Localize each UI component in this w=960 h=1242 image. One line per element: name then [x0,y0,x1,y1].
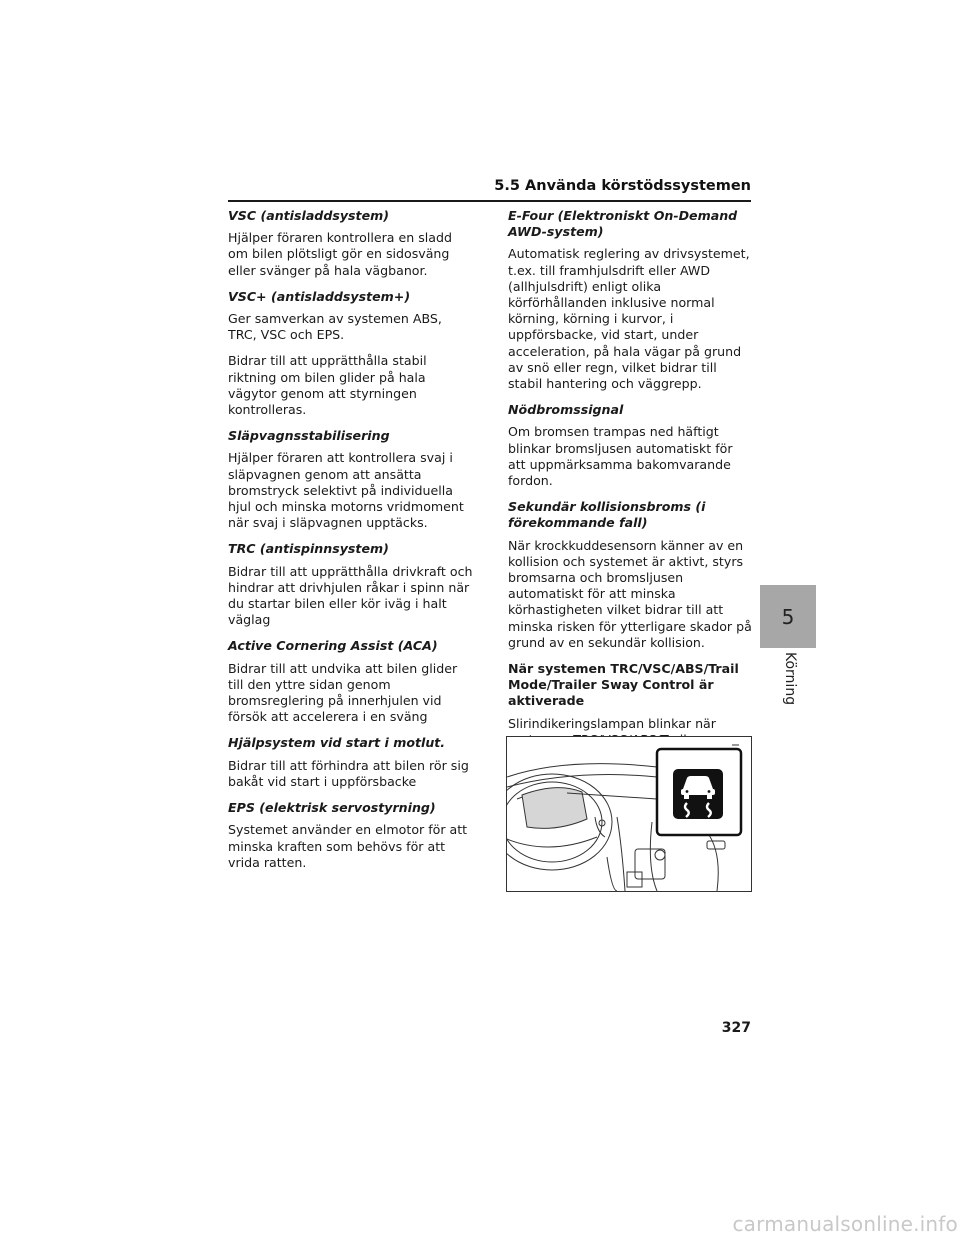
dashboard-drawing [507,737,751,891]
section-paragraph: Bidrar till att upprätthålla drivkraft och hindrar att drivhjulen råkar i spinn när du startar bilen eller kör iväg i halt väglag [228,563,473,628]
section-paragraph: Automatisk reglering av drivsystemet, t.ex. till framhjulsdrift eller AWD (allhjulsdrift) enligt olika körförhållanden inklusive normal körning, körning i kurvor, i uppförsbacke, vid start, under acceleration, på hala vägar på grund av snö eller regn, vilket bidrar till stabil hantering och väggrepp. [508,246,750,392]
page-number: 327 [721,1020,751,1036]
section-paragraph: Ger samverkan av systemen ABS, TRC, VSC och EPS. [228,311,442,343]
section-paragraph: Bidrar till att upprätthålla stabil riktning om bilen glider på hala vägytor genom att styrningen kontrolleras. [228,353,427,418]
dashboard-illustration [506,736,752,892]
section-heading: TRC (antispinnsystem) [228,541,389,557]
header-rule [228,200,751,202]
section-heading: Hjälpsystem vid start i motlut. [228,735,446,751]
chapter-label-container [782,648,828,708]
subsection-heading: När systemen TRC/VSC/ABS/Trail Mode/Trailer Sway Control är aktiverade [508,661,739,709]
section-paragraph: Systemet använder en elmotor för att minska kraften som behövs för att vrida ratten. [228,822,468,870]
section-vsc [228,208,474,279]
chapter-label: Körning [782,652,798,706]
section-aca [228,638,474,725]
left-column [228,208,474,881]
section-paragraph: Om bromsen trampas ned häftigt blinkar bromsljusen automatiskt för att uppmärksamma bakomvarande fordon. [508,424,733,489]
section-heading: EPS (elektrisk servostyrning) [228,800,436,816]
section-paragraph: Bidrar till att undvika att bilen glider till den yttre sidan genom bromsreglering på innerhjulen vid försök att accelerera i en sväng [228,660,458,725]
section-paragraph: Bidrar till att förhindra att bilen rör sig bakåt vid start i uppförsbacke [228,757,469,789]
section-paragraph: Hjälper föraren kontrollera en sladd om bilen plötsligt gör en sidosväng eller svänger på hala vägbanor. [228,230,452,278]
section-heading: Släpvagnsstabilisering [228,428,390,444]
section-heading: Nödbromssignal [508,402,624,418]
chapter-number: 5 [781,605,795,629]
section-heading: Active Cornering Assist (ACA) [228,638,438,654]
section-paragraph: Hjälper föraren att kontrollera svaj i släpvagnen genom att ansätta bromstryck selektivt på individuella hjul och minska motorns vridmoment när svaj i släpvagnen upptäcks. [228,450,464,531]
section-emergency-brake-signal [508,402,754,489]
section-vsc-plus [228,289,474,418]
right-column [508,208,754,791]
section-heading: Sekundär kollisionsbroms (i förekommande fall) [508,499,706,531]
section-eps [228,800,474,871]
section-e-four [508,208,754,392]
section-paragraph: När krockkuddesensorn känner av en kollision och systemet är aktivt, styrs bromsarna och bromsljusen automatiskt för att minska körhastigheten vilket bidrar till att minska risken för ytterligare skador på grund av en sekundär kollision. [508,537,752,650]
section-trailer-stability [228,428,474,531]
section-secondary-collision-brake [508,499,754,651]
skid-indicator-icon [673,769,723,819]
section-heading: VSC (antisladdsystem) [228,208,389,223]
section-heading: VSC+ (antisladdsystem+) [228,288,411,304]
chapter-tab [760,585,816,648]
section-heading: E-Four (Elektroniskt On-Demand AWD-system) [508,208,738,240]
section-trc [228,541,474,628]
running-header: 5.5 Använda körstödssystemen [494,178,751,194]
watermark: carmanualsonline.info [732,1212,958,1236]
subsection-paragraph: Slirindikeringslampan blinkar när [508,715,716,731]
section-hill-start [228,735,474,790]
